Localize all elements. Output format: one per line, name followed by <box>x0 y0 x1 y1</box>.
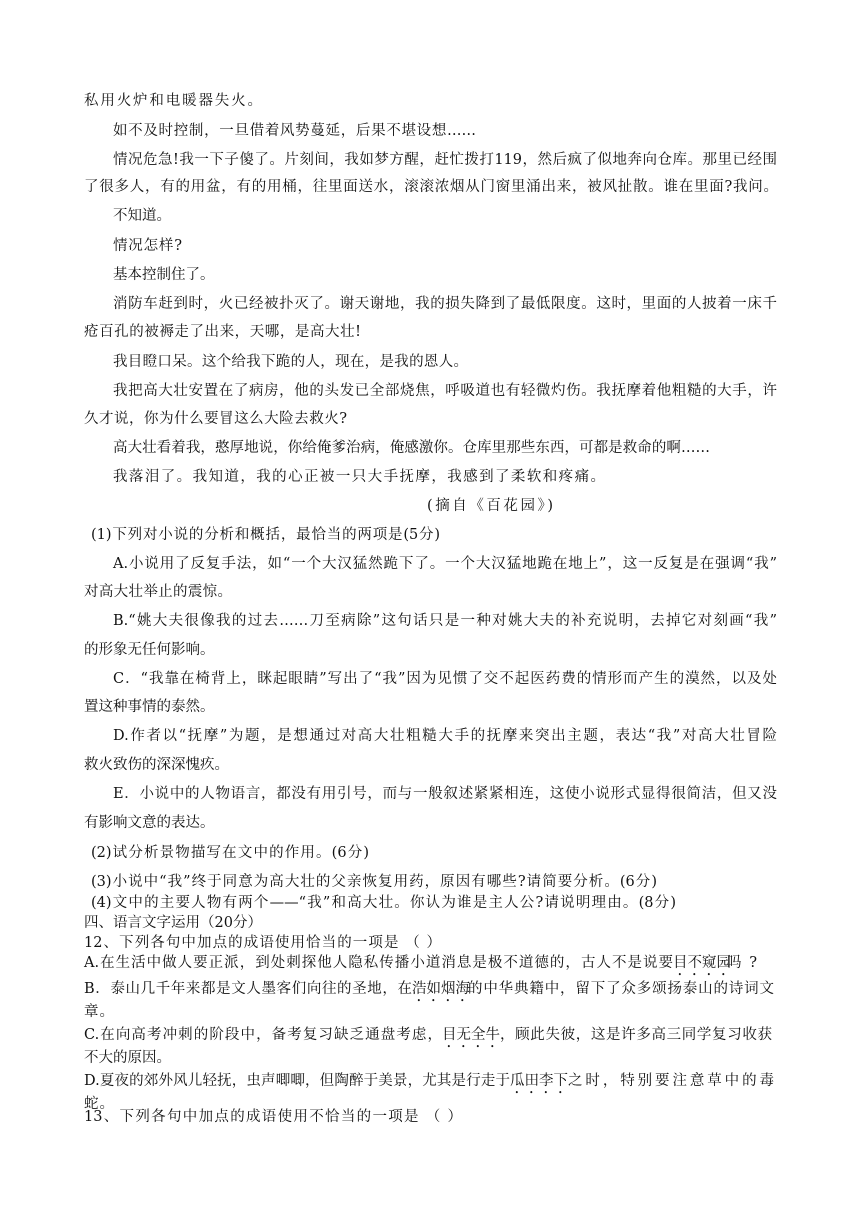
q12-option-b: B．泰山几千年来都是文人墨客们向往的圣地，在浩如烟海的中华典籍中，留下了众多颂扬泰山的诗词文 <box>0 979 860 1005</box>
option-a-cont: 对高大壮举止的震惊。 <box>84 584 232 600</box>
q12-option-d: D.夏夜的郊外风儿轻抚，虫声唧唧，但陶醉于美景，尤其是行走于瓜田李下之时，特别要注意草中的毒 <box>0 1071 860 1097</box>
dotted-idiom: 瓜田李下 <box>510 1073 568 1089</box>
story-line: 我落泪了。我知道，我的心正被一只大手抚摩，我感到了柔软和疼痛。 <box>113 469 605 485</box>
option-a: A.小说用了反复手法，如“一个大汉猛然跪下了。一个大汉猛地跪在地上”，这一反复是在强调“我” <box>113 556 777 572</box>
dotted-idiom: 目不窥园 <box>673 955 731 971</box>
question-13: 13、下列各句中加点的成语使用不恰当的一项是 （ ） <box>84 1109 462 1125</box>
q12-option-b-cont: 章。 <box>84 1004 114 1020</box>
story-line: 高大壮看着我，憨厚地说，你给俺爹治病，俺感激你。仓库里那些东西，可都是救命的啊…… <box>113 440 710 456</box>
q12-option-a: A.在生活中做人要正派，到处刺探他人隐私传播小道消息是极不道德的，古人不是说要目不窥园吗? <box>0 953 860 979</box>
option-c: C．“我靠在椅背上，眯起眼睛”写出了“我”因为见惯了交不起医药费的情形而产生的漠然，以及处 <box>113 671 777 687</box>
q12-option-c-cont: 不大的原因。 <box>84 1050 171 1066</box>
dotted-idiom: 浩如烟海 <box>412 981 470 997</box>
section-4-title: 四、语言文字运用（20分） <box>84 915 262 931</box>
option-d-cont: 救火致伤的深深愧疚。 <box>84 757 229 773</box>
story-line: 消防车赶到时，火已经被扑灭了。谢天谢地，我的损失降到了最低限度。这时，里面的人披着一床千 <box>113 296 777 312</box>
option-e: E．小说中的人物语言，都没有用引号，而与一般叙述紧紧相连，这使小说形式显得很简洁，但又没 <box>113 786 777 802</box>
story-line: 如不及时控制，一旦借着风势蔓延，后果不堪设想…… <box>113 123 476 139</box>
option-b: B.“姚大夫很像我的过去……刀至病除”这句话只是一种对姚大夫的补充说明，去掉它对刻画“我” <box>113 613 777 629</box>
question-4: (4)文中的主要人物有两个——“我”和高大壮。你认为谁是主人公?请说明理由。(8分) <box>91 895 676 911</box>
q12-option-d-cont: 蛇。 <box>84 1096 114 1112</box>
story-line: 疮百孔的被褥走了出来，天哪，是高大壮! <box>84 324 361 340</box>
story-line: 私用火炉和电暖器失火。 <box>84 93 262 109</box>
story-line: 情况怎样? <box>113 238 182 254</box>
story-line: 我把高大壮安置在了病房，他的头发已全部烧焦，呼吸道也有轻微灼伤。我抚摩着他粗糙的大手，许 <box>113 383 777 399</box>
question-1: (1)下列对小说的分析和概括，最恰当的两项是(5分) <box>91 527 440 543</box>
story-line: 我目瞪口呆。这个给我下跪的人，现在，是我的恩人。 <box>113 354 468 370</box>
story-line: 不知道。 <box>113 208 171 224</box>
story-line: 久才说，你为什么要冒这么大险去救火? <box>84 411 347 427</box>
q12-option-c: C.在向高考冲刺的阶段中，备考复习缺乏通盘考虑，目无全牛，顾此失彼，这是许多高三同学复习收获 <box>0 1025 860 1051</box>
option-e-cont: 有影响文意的表达。 <box>84 815 215 831</box>
question-2: (2)试分析景物描写在文中的作用。(6分) <box>91 845 369 861</box>
dotted-idiom: 目无全牛 <box>442 1027 500 1043</box>
source-citation: (摘自《百花园》) <box>427 498 553 514</box>
option-c-cont: 置这种事情的泰然。 <box>84 699 215 715</box>
story-line: 基本控制住了。 <box>113 267 215 283</box>
option-b-cont: 的形象无任何影响。 <box>84 642 215 658</box>
option-d: D.作者以“抚摩”为题，是想通过对高大壮粗糙大手的抚摩来突出主题，表达“我”对高大壮冒险 <box>113 728 777 744</box>
question-12: 12、下列各句中加点的成语使用恰当的一项是 （ ） <box>84 935 441 951</box>
story-line: 情况危急!我一下子傻了。片刻间，我如梦方醒，赶忙拨打119，然后疯了似地奔向仓库。那里已经围 <box>113 152 777 168</box>
question-3: (3)小说中“我”终于同意为高大壮的父亲恢复用药，原因有哪些?请简要分析。(6分) <box>91 874 657 890</box>
story-line: 了很多人，有的用盆，有的用桶，往里面送水，滚滚浓烟从门窗里涌出来，被风扯散。谁在里面?我问。 <box>84 179 778 195</box>
